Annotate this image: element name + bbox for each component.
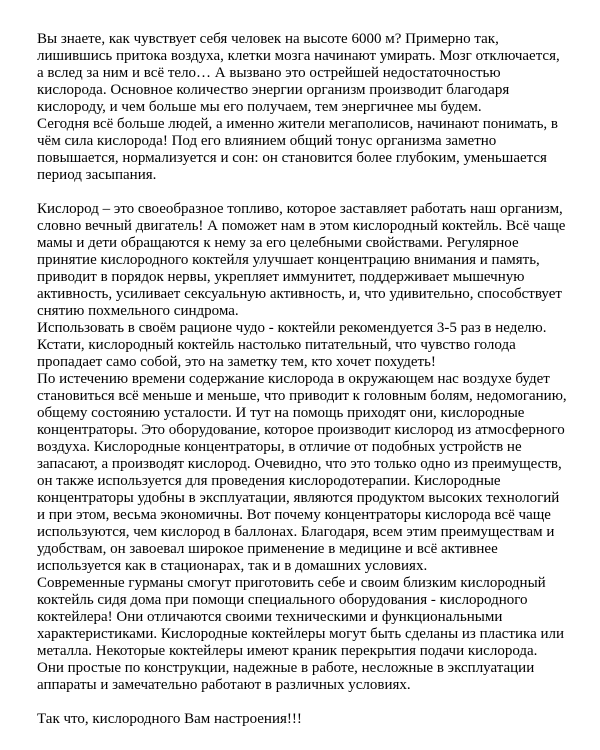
- paragraph-usage-frequency: Использовать в своём рационе чудо - коктейли рекомендуется 3-5 раз в неделю. Кстати, кислородный коктейль настолько питательный, что чувство голода пропадает само собой, это на заметку тем, кто хочет похудеть!: [37, 320, 547, 370]
- paragraph-oxygen-fuel-cocktail: Кислород – это своеобразное топливо, которое заставляет работать наш организм, словно вечный двигатель! А поможет нам в этом кислородный коктейль. Всё чаще мамы и дети обращаются к нему за его целебными свойствами. Регулярное принятие кислородного коктейля улучшает концентрацию внимания и память, приводит в порядок нервы, укрепляет иммунитет, поддерживает мышечную активность, усиливает сексуальную активность, и, что удивительно, способствует снятию похмельного синдрома.: [37, 201, 566, 319]
- paragraph-altitude-intro: Вы знаете, как чувствует себя человек на высоте 6000 м? Примерно так, лишившись притока воздуха, клетки мозга начинают умирать. Мозг отключается, а вслед за ним и всё тело… А вызвано это острейшей недостаточностью кислорода. Основное количество энергии организм производит благодаря кислороду, и чем больше мы его получаем, тем энергичнее мы будем.: [37, 31, 560, 115]
- paragraph-megacity-benefits: Сегодня всё больше людей, а именно жители мегаполисов, начинают понимать, в чём сила кислорода! Под его влиянием общий тонус организма заметно повышается, нормализуется и сон: он становится более глубоким, уменьшается период засыпания.: [37, 116, 559, 183]
- paragraph-closing-wish: Так что, кислородного Вам настроения!!!: [37, 711, 302, 727]
- paragraph-oxygen-concentrators: По истечению времени содержание кислорода в окружающем нас воздухе будет становиться всё меньше и меньше, что приводит к головным болям, недомоганию, общему состоянию усталости. И тут на помощь приходят они, кислородные концентраторы. Это оборудование, которое производит кислород из атмосферного воздуха. Кислородные концентраторы, в отличие от подобных устройств не запасают, а производят кислород. Очевидно, что это только одно из преимуществ, он также используется для проведения кислородотерапии. Кислородные концентраторы удобны в эксплуатации, являются продуктом высоких технологий и при этом, весьма экономичны. Вот почему концентраторы кислорода всё чаще используются, чем кислород в баллонах. Благодаря, всем этим преимуществам и удобствам, он завоевал широкое применение в медицине и всё активнее используется как в стационарах, так и в домашних условиях.: [37, 371, 567, 574]
- paragraph-home-cocktailers: Современные гурманы смогут приготовить себе и своим близким кислородный коктейль сидя дома при помощи специального оборудования - кислородного коктейлера! Они отличаются своими техническими и функциональными характеристиками. Кислородные коктейлеры могут быть сделаны из пластика или металла. Некоторые коктейлеры имеют краник перекрытия подачи кислорода. Они простые по конструкции, надежные в работе, несложные в эксплуатации аппараты и замечательно работают в различных условиях.: [37, 575, 565, 693]
